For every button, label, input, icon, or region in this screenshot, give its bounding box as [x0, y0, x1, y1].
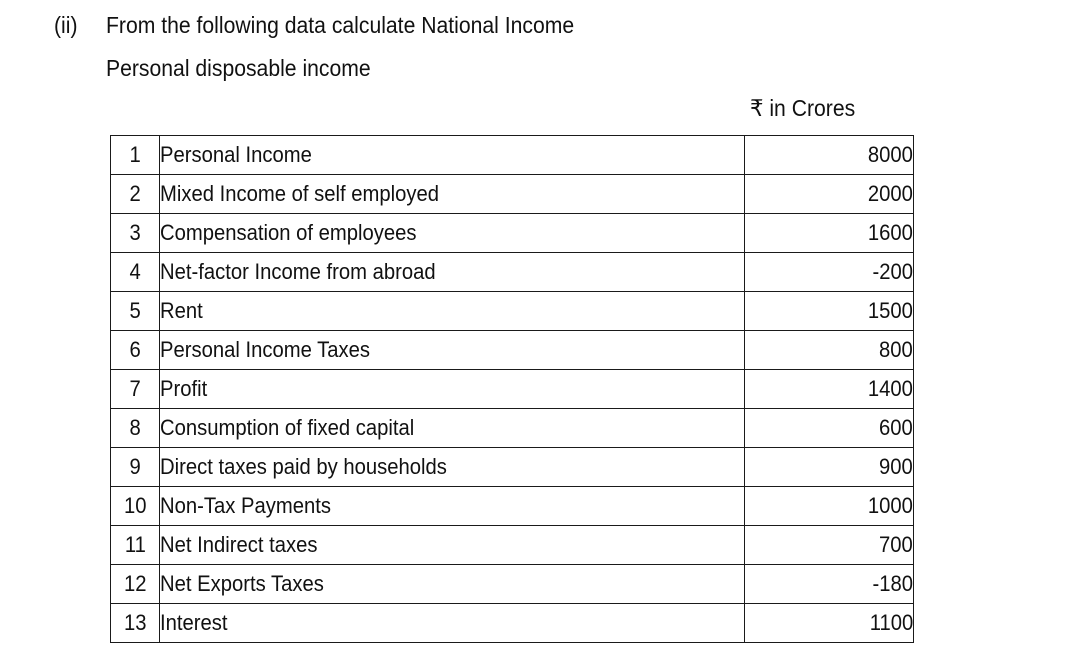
row-number-cell	[111, 448, 160, 487]
row-item-cell	[160, 409, 745, 448]
row-number: 11	[124, 532, 146, 557]
row-number-cell	[111, 175, 160, 214]
row-value: 1500	[867, 298, 913, 323]
table-row	[111, 292, 914, 331]
row-number: 8	[129, 415, 141, 440]
row-number: 9	[129, 454, 141, 479]
row-item-cell	[160, 292, 745, 331]
row-value-cell	[745, 214, 914, 253]
row-item-cell	[160, 448, 745, 487]
data-table-body	[111, 136, 914, 643]
data-table	[110, 135, 914, 643]
row-number-cell	[111, 604, 160, 643]
question-subtitle: Personal disposable income	[106, 55, 371, 81]
row-item-cell	[160, 604, 745, 643]
row-number: 7	[129, 376, 141, 401]
row-value: 8000	[867, 142, 913, 167]
row-value: 900	[879, 454, 913, 479]
row-value-cell	[745, 448, 914, 487]
row-item: Non-Tax Payments	[160, 493, 331, 518]
row-item-cell	[160, 565, 745, 604]
table-row	[111, 214, 914, 253]
row-item: Net Exports Taxes	[160, 571, 324, 596]
table-row	[111, 253, 914, 292]
row-number-cell	[111, 253, 160, 292]
row-value: -200	[872, 259, 913, 284]
row-value: 700	[879, 532, 913, 557]
row-number-cell	[111, 331, 160, 370]
table-row	[111, 565, 914, 604]
row-item-cell	[160, 331, 745, 370]
row-item: Mixed Income of self employed	[160, 181, 440, 206]
row-number: 12	[123, 571, 147, 596]
row-number: 3	[129, 220, 141, 245]
table-row	[111, 604, 914, 643]
row-number: 4	[129, 259, 141, 284]
row-number-cell	[111, 370, 160, 409]
row-value: -180	[872, 571, 913, 596]
row-number-cell	[111, 409, 160, 448]
table-row	[111, 526, 914, 565]
row-value-cell	[745, 565, 914, 604]
table-row	[111, 136, 914, 175]
row-item-cell	[160, 487, 745, 526]
row-value: 1100	[869, 610, 913, 635]
row-number: 5	[129, 298, 141, 323]
row-number-cell	[111, 526, 160, 565]
row-number-cell	[111, 136, 160, 175]
row-item-cell	[160, 526, 745, 565]
row-item: Direct taxes paid by households	[160, 454, 447, 479]
table-row	[111, 175, 914, 214]
row-value-cell	[745, 331, 914, 370]
row-value-cell	[745, 487, 914, 526]
row-number-cell	[111, 487, 160, 526]
row-item: Consumption of fixed capital	[160, 415, 415, 440]
row-item-cell	[160, 136, 745, 175]
row-number: 1	[129, 142, 141, 167]
row-value-cell	[745, 292, 914, 331]
row-value-cell	[745, 253, 914, 292]
row-value-cell	[745, 526, 914, 565]
question-title: From the following data calculate National Income	[106, 12, 575, 38]
question-label: (ii)	[54, 12, 78, 38]
unit-label: ₹ in Crores	[750, 95, 856, 121]
row-item-cell	[160, 214, 745, 253]
row-item: Profit	[160, 376, 208, 401]
row-item-cell	[160, 370, 745, 409]
row-item: Net-factor Income from abroad	[160, 259, 436, 284]
row-number-cell	[111, 565, 160, 604]
row-number-cell	[111, 292, 160, 331]
row-item: Personal Income	[160, 142, 312, 167]
row-value-cell	[745, 370, 914, 409]
row-item: Personal Income Taxes	[160, 337, 371, 362]
row-item: Rent	[160, 298, 203, 323]
table-row	[111, 487, 914, 526]
table-row	[111, 409, 914, 448]
row-number-cell	[111, 214, 160, 253]
row-number: 6	[129, 337, 141, 362]
table-row	[111, 448, 914, 487]
row-value: 600	[879, 415, 913, 440]
row-item: Interest	[160, 610, 228, 635]
row-value: 1000	[867, 493, 913, 518]
row-value-cell	[745, 409, 914, 448]
row-item: Net Indirect taxes	[160, 532, 318, 557]
row-number: 13	[123, 610, 147, 635]
row-item: Compensation of employees	[160, 220, 417, 245]
table-row	[111, 370, 914, 409]
row-value-cell	[745, 136, 914, 175]
row-value-cell	[745, 175, 914, 214]
row-value: 800	[879, 337, 913, 362]
row-value-cell	[745, 604, 914, 643]
row-number: 2	[129, 181, 141, 206]
row-item-cell	[160, 253, 745, 292]
row-value: 2000	[867, 181, 913, 206]
row-item-cell	[160, 175, 745, 214]
table-row	[111, 331, 914, 370]
row-value: 1400	[867, 376, 913, 401]
row-number: 10	[123, 493, 147, 518]
row-value: 1600	[867, 220, 913, 245]
